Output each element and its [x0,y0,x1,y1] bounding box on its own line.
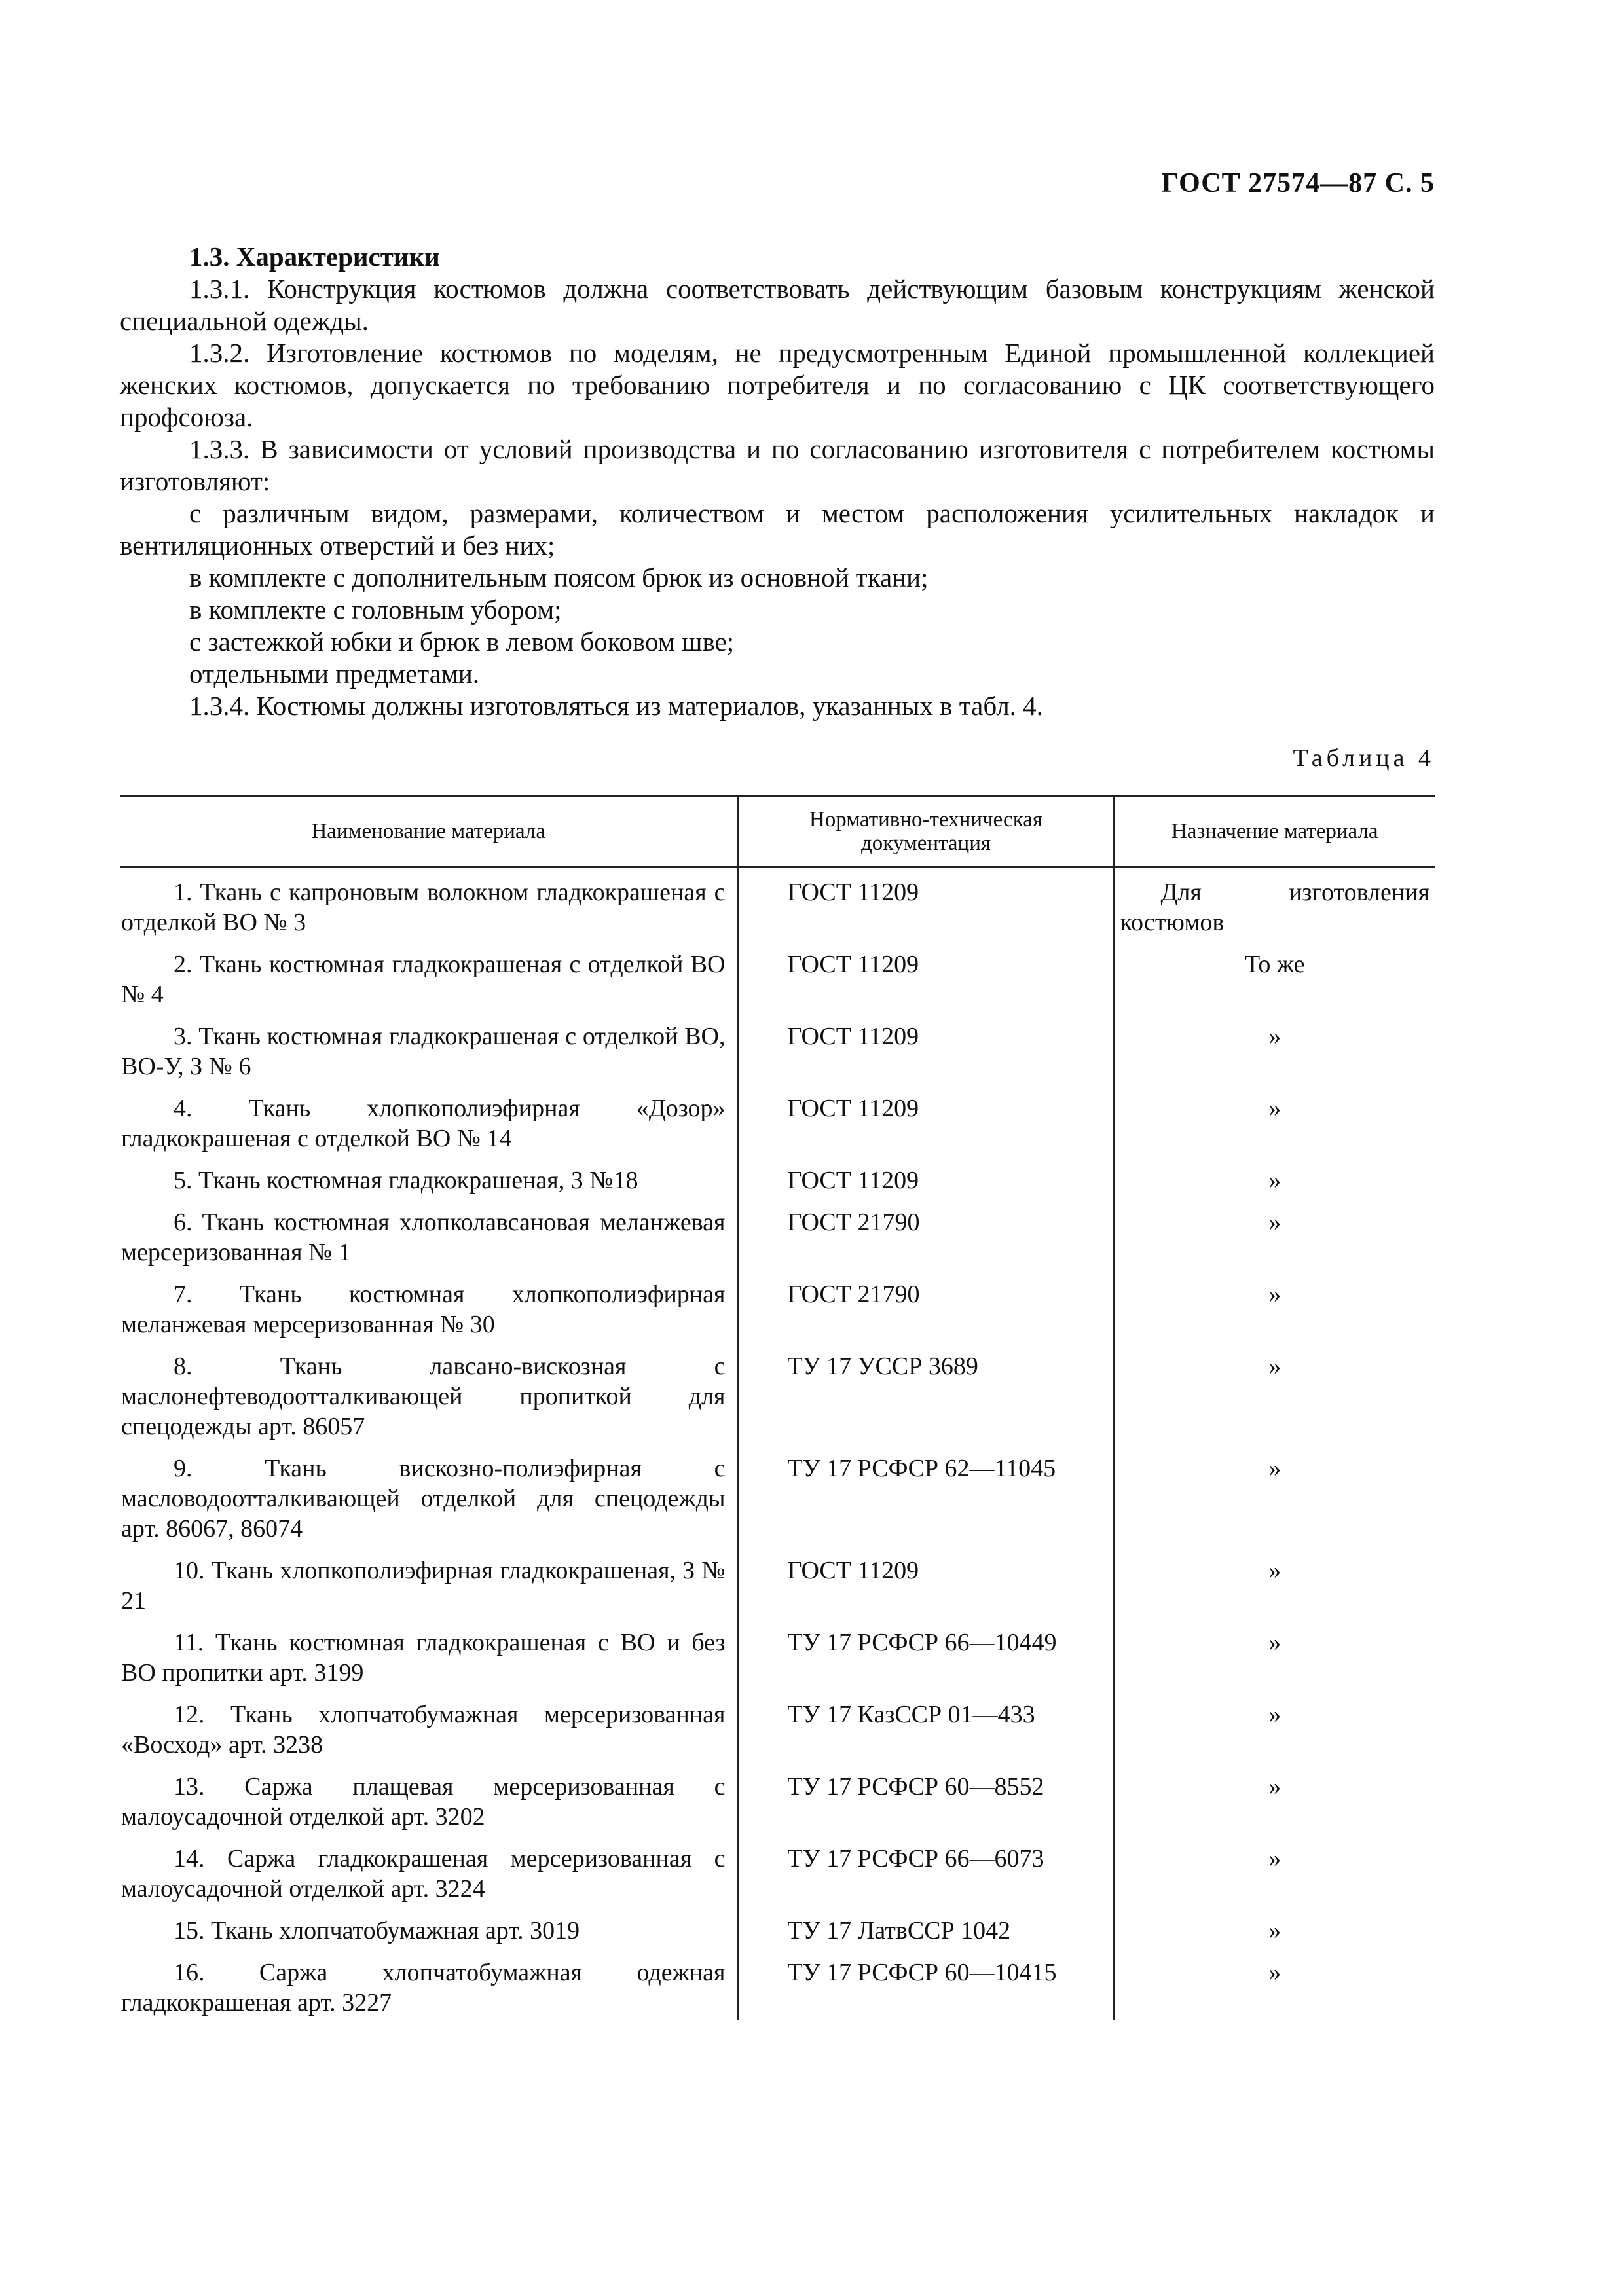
material-name: 8. Ткань лавсано-вискозная с маслонефтеводоотталкивающей пропиткой для спецодежды арт. 86057 [121,1353,726,1440]
column-header-material: Наименование материала [120,796,738,867]
paragraph: в комплекте с головным убором; [189,594,562,625]
material-doc: ГОСТ 21790 [738,1195,1114,1267]
material-doc: ГОСТ 11209 [738,1010,1114,1082]
materials-table [120,795,1435,2020]
material-doc: ТУ 17 РСФСР 60—10415 [738,1946,1114,2020]
material-purpose: Для изготовления костюмов [1114,867,1435,938]
table-row [120,1904,1435,1946]
material-name: 6. Ткань костюмная хлопколавсановая меланжевая мерсеризованная № 1 [121,1209,726,1266]
material-name: 11. Ткань костюмная гладкокрашеная с ВО и без ВО пропитки арт. 3199 [121,1629,726,1686]
table-header-row [120,796,1435,867]
material-name: 12. Ткань хлопчатобумажная мерсеризованная «Восход» арт. 3238 [121,1701,726,1758]
material-doc: ГОСТ 11209 [738,1082,1114,1154]
material-doc: ГОСТ 11209 [738,938,1114,1010]
table-row [120,938,1435,1010]
table-row [120,1760,1435,1832]
material-purpose: » [1114,1946,1435,2020]
page-header: ГОСТ 27574—87 С. 5 [1161,168,1435,198]
table-row [120,1688,1435,1760]
column-header-purpose: Назначение материала [1114,796,1435,867]
material-purpose: » [1114,1688,1435,1760]
material-name: 13. Саржа плащевая мерсеризованная с малоусадочной отделкой арт. 3202 [121,1773,726,1831]
table-row [120,1442,1435,1544]
material-name: 3. Ткань костюмная гладкокрашеная с отделкой ВО, ВО-У, З № 6 [121,1023,726,1080]
table-row [120,1832,1435,1904]
material-doc: ТУ 17 РСФСР 62—11045 [738,1442,1114,1544]
material-purpose: » [1114,1544,1435,1616]
material-doc: ТУ 17 ЛатвССР 1042 [738,1904,1114,1946]
table-row [120,1339,1435,1442]
material-purpose: » [1114,1267,1435,1339]
material-name: 4. Ткань хлопкополиэфирная «Дозор» гладкокрашеная с отделкой ВО № 14 [121,1095,726,1152]
material-purpose: То же [1114,938,1435,1010]
material-doc: ТУ 17 КазССР 01—433 [738,1688,1114,1760]
column-header-documentation: Нормативно-техническая документация [738,796,1114,867]
section-heading: 1.3. Характеристики [189,242,440,272]
material-purpose: » [1114,1904,1435,1946]
material-name: 15. Ткань хлопчатобумажная арт. 3019 [174,1917,580,1944]
material-purpose: » [1114,1442,1435,1544]
material-name: 16. Саржа хлопчатобумажная одежная гладкокрашеная арт. 3227 [121,1959,726,2016]
material-doc: ГОСТ 21790 [738,1267,1114,1339]
body-text [120,241,1435,722]
table-row [120,1195,1435,1267]
table-row [120,1616,1435,1688]
paragraph: отдельными предметами. [189,659,480,689]
material-purpose: » [1114,1760,1435,1832]
material-doc: ГОСТ 11209 [738,1544,1114,1616]
material-name: 5. Ткань костюмная гладкокрашеная, З №18 [174,1167,638,1194]
table-row [120,1544,1435,1616]
table-row [120,1082,1435,1154]
material-doc: ТУ 17 РСФСР 60—8552 [738,1760,1114,1832]
material-name: 9. Ткань вискозно-полиэфирная с масловодоотталкивающей отделкой для спецодежды арт. 86067, 86074 [121,1455,726,1542]
material-doc: ГОСТ 11209 [738,867,1114,938]
material-purpose: » [1114,1616,1435,1688]
material-name: 14. Саржа гладкокрашеная мерсеризованная с малоусадочной отделкой арт. 3224 [121,1845,726,1903]
paragraph: с различным видом, размерами, количеством и местом расположения усилительных накладок и вентиляционных отверстий и без них; [120,498,1435,560]
material-purpose: » [1114,1154,1435,1195]
paragraph: с застежкой юбки и брюк в левом боковом шве; [189,627,735,657]
paragraph: 1.3.3. В зависимости от условий производства и по согласованию изготовителя с потребителем костюмы изготовляют: [120,434,1435,496]
paragraph: 1.3.4. Костюмы должны изготовляться из материалов, указанных в табл. 4. [189,691,1043,721]
material-doc: ТУ 17 УССР 3689 [738,1339,1114,1442]
material-doc: ТУ 17 РСФСР 66—10449 [738,1616,1114,1688]
material-purpose: » [1114,1339,1435,1442]
material-purpose: » [1114,1082,1435,1154]
material-purpose: » [1114,1832,1435,1904]
table-row [120,1154,1435,1195]
material-doc: ГОСТ 11209 [738,1154,1114,1195]
material-purpose: » [1114,1010,1435,1082]
material-name: 10. Ткань хлопкополиэфирная гладкокрашеная, З № 21 [121,1557,726,1614]
material-name: 2. Ткань костюмная гладкокрашеная с отделкой ВО № 4 [121,951,726,1008]
paragraph: 1.3.2. Изготовление костюмов по моделям, не предусмотренным Единой промышленной коллекцией женских костюмов, допускается по требованию потребителя и по согласованию с ЦК соответствующего профсоюза. [120,338,1435,432]
table-row [120,1010,1435,1082]
material-name: 1. Ткань с капроновым волокном гладкокрашеная с отделкой ВО № 3 [121,879,726,936]
material-doc: ТУ 17 РСФСР 66—6073 [738,1832,1114,1904]
material-purpose: » [1114,1195,1435,1267]
paragraph: в комплекте с дополнительным поясом брюк из основной ткани; [189,562,929,592]
table-row [120,1267,1435,1339]
table-row [120,867,1435,938]
paragraph: 1.3.1. Конструкция костюмов должна соответствовать действующим базовым конструкциям женской специальной одежды. [120,274,1435,336]
material-name: 7. Ткань костюмная хлопкополиэфирная меланжевая мерсеризованная № 30 [121,1281,726,1338]
table-row [120,1946,1435,2020]
table-caption: Таблица 4 [1293,744,1435,772]
